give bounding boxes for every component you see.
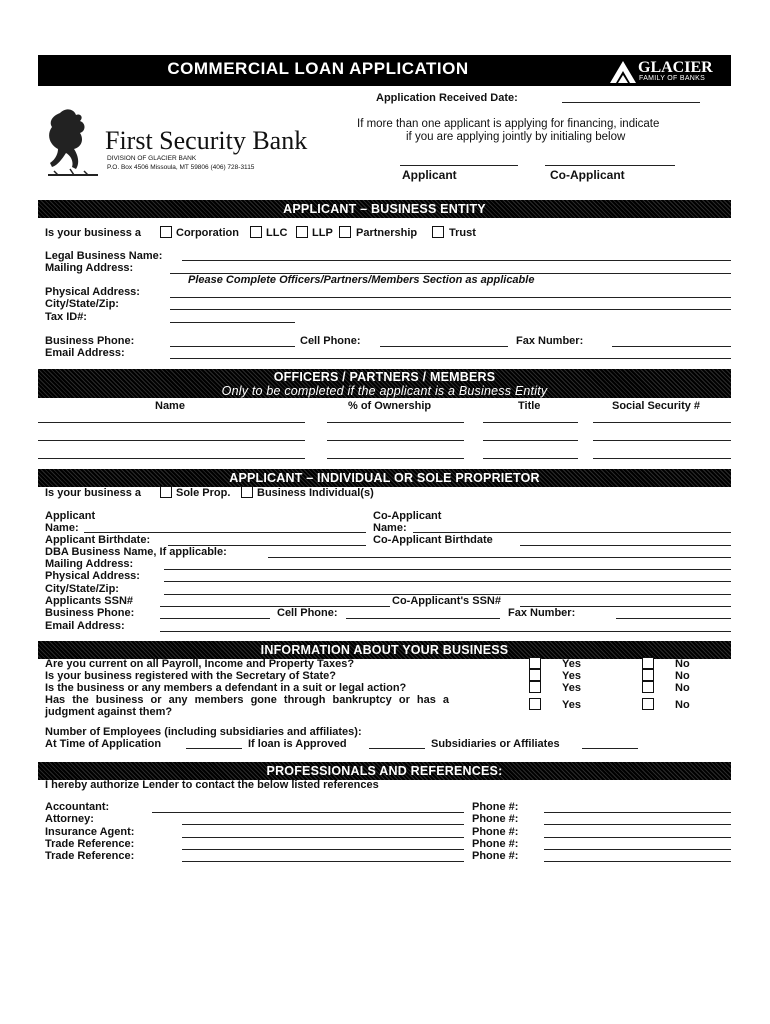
- no-label-taxes: No: [675, 658, 690, 670]
- option-business-individual: Business Individual(s): [257, 487, 374, 499]
- section-bar-references: [38, 762, 731, 780]
- entity-taxid-field[interactable]: [170, 322, 295, 323]
- applicant-initial-label: Applicant: [402, 168, 457, 182]
- coapp-ssn-label: Co-Applicant's SSN#: [392, 595, 501, 607]
- option-llc: LLC: [266, 227, 288, 239]
- individual-email-label: Email Address:: [45, 620, 125, 632]
- option-sole-prop: Sole Prop.: [176, 487, 231, 499]
- section-heading-references: PROFESSIONALS AND REFERENCES:: [266, 764, 503, 778]
- entity-fax-label: Fax Number:: [516, 335, 584, 347]
- question-taxes: Are you current on all Payroll, Income and Property Taxes?: [45, 658, 355, 670]
- section-heading-individual: APPLICANT – INDIVIDUAL OR SOLE PROPRIETOR: [229, 471, 540, 485]
- option-trust: Trust: [449, 227, 476, 239]
- reference-field-attorney[interactable]: [182, 824, 464, 825]
- officer-field[interactable]: [483, 458, 578, 459]
- officer-field[interactable]: [327, 422, 464, 423]
- no-checkbox-taxes[interactable]: [642, 657, 654, 669]
- individual-fax-field[interactable]: [616, 618, 731, 619]
- dba-field[interactable]: [268, 557, 731, 558]
- individual-cell-phone-label: Cell Phone:: [277, 607, 338, 619]
- individual-email-field[interactable]: [160, 631, 731, 632]
- glacier-logo-sub: FAMILY OF BANKS: [639, 75, 706, 82]
- individual-business-phone-label: Business Phone:: [45, 607, 135, 619]
- individual-cell-phone-field[interactable]: [346, 618, 500, 619]
- officers-col-title: Title: [518, 400, 541, 412]
- phone-field-trade-1[interactable]: [544, 849, 731, 850]
- checkbox-llc[interactable]: [250, 226, 262, 238]
- legal-name-label: Legal Business Name:: [45, 250, 163, 262]
- jointly-note-2: if you are applying jointly by initialing below: [406, 131, 626, 143]
- reference-label-trade-1: Trade Reference:: [45, 838, 135, 850]
- officer-field[interactable]: [483, 422, 578, 423]
- no-label-bankruptcy: No: [675, 699, 690, 711]
- reference-field-accountant[interactable]: [152, 812, 464, 813]
- entity-fax-field[interactable]: [612, 346, 731, 347]
- no-label-registered: No: [675, 670, 690, 682]
- question-judgment: judgment against them?: [45, 706, 173, 718]
- form-title: COMMERCIAL LOAN APPLICATION: [167, 59, 469, 78]
- individual-mailing-field[interactable]: [164, 569, 731, 570]
- entity-physical-label: Physical Address:: [45, 286, 140, 298]
- phone-label-trade-2: Phone #:: [472, 850, 519, 862]
- checkbox-business-individual[interactable]: [241, 486, 253, 498]
- applicant-birthdate-label: Applicant Birthdate:: [45, 534, 151, 546]
- entity-physical-field[interactable]: [170, 297, 731, 298]
- section-heading-officers: OFFICERS / PARTNERS / MEMBERS: [273, 370, 496, 384]
- entity-city-field[interactable]: [170, 309, 731, 310]
- option-llp: LLP: [312, 227, 333, 239]
- reference-label-trade-2: Trade Reference:: [45, 850, 135, 862]
- individual-fax-label: Fax Number:: [508, 607, 576, 619]
- phone-label-trade-1: Phone #:: [472, 838, 519, 850]
- officer-field[interactable]: [593, 422, 731, 423]
- option-partnership: Partnership: [356, 227, 418, 239]
- phone-label-insurance: Phone #:: [472, 826, 519, 838]
- coapp-name-field[interactable]: [413, 532, 731, 533]
- entity-email-field[interactable]: [170, 358, 731, 359]
- question-lawsuit: Is the business or any members a defendant in a suit or legal action?: [45, 682, 407, 694]
- received-date-label: Application Received Date:: [376, 92, 518, 104]
- coapplicant-initial-field[interactable]: [545, 165, 675, 166]
- officer-field[interactable]: [483, 440, 578, 441]
- entity-city-label: City/State/Zip:: [45, 298, 119, 310]
- glacier-logo: [606, 57, 728, 84]
- employees-at-time-field[interactable]: [186, 748, 242, 749]
- applicant-name-label-1: Applicant: [45, 510, 96, 522]
- officer-field[interactable]: [38, 458, 305, 459]
- section-bar-info: [38, 641, 731, 659]
- individual-business-phone-field[interactable]: [160, 618, 270, 619]
- employees-if-approved-field[interactable]: [369, 748, 425, 749]
- yes-checkbox-lawsuit[interactable]: [529, 681, 541, 693]
- officer-field[interactable]: [38, 440, 305, 441]
- yes-label-lawsuit: Yes: [562, 682, 581, 694]
- glacier-mountain-icon: [608, 57, 638, 84]
- officer-field[interactable]: [327, 440, 464, 441]
- employees-subsidiaries-label: Subsidiaries or Affiliates: [431, 738, 560, 750]
- received-date-field[interactable]: [562, 102, 700, 103]
- entity-business-phone-label: Business Phone:: [45, 335, 135, 347]
- entity-taxid-label: Tax ID#:: [45, 311, 87, 323]
- bank-name: First Security Bank: [105, 126, 308, 155]
- phone-field-attorney[interactable]: [544, 824, 731, 825]
- officer-field[interactable]: [38, 422, 305, 423]
- checkbox-partnership[interactable]: [339, 226, 351, 238]
- employees-subsidiaries-field[interactable]: [582, 748, 638, 749]
- phone-label-accountant: Phone #:: [472, 801, 519, 813]
- section-bar-officers: [38, 369, 731, 398]
- no-checkbox-bankruptcy[interactable]: [642, 698, 654, 710]
- coapp-name-label-1: Co-Applicant: [373, 510, 442, 522]
- employees-if-approved-label: If loan is Approved: [248, 738, 347, 750]
- individual-type-label: Is your business a: [45, 487, 141, 499]
- no-checkbox-lawsuit[interactable]: [642, 681, 654, 693]
- section-bar-individual: [38, 469, 731, 487]
- glacier-logo-text: GLACIER: [638, 59, 713, 76]
- applicant-ssn-field[interactable]: [160, 606, 390, 607]
- individual-city-label: City/State/Zip:: [45, 583, 119, 595]
- officers-subheading: Only to be completed if the applicant is a Business Entity: [221, 384, 548, 398]
- reference-field-trade-2[interactable]: [182, 861, 464, 862]
- section-heading-info: INFORMATION ABOUT YOUR BUSINESS: [260, 643, 509, 657]
- entity-business-phone-field[interactable]: [170, 346, 295, 347]
- dba-label: DBA Business Name, If applicable:: [45, 546, 227, 558]
- officer-field[interactable]: [593, 458, 731, 459]
- coapp-birthdate-field[interactable]: [520, 545, 731, 546]
- phone-field-accountant[interactable]: [544, 812, 731, 813]
- question-bankruptcy: Has the business or any members gone through bankruptcy or has a: [45, 694, 450, 706]
- applicant-name-field[interactable]: [84, 532, 366, 533]
- phone-field-insurance[interactable]: [544, 837, 731, 838]
- entity-mailing-label: Mailing Address:: [45, 262, 134, 274]
- coapplicant-initial-label: Co-Applicant: [550, 168, 625, 182]
- coapp-name-label-2: Name:: [373, 522, 407, 534]
- yes-label-bankruptcy: Yes: [562, 699, 581, 711]
- reference-label-attorney: Attorney:: [45, 813, 94, 825]
- authorize-text: I hereby authorize Lender to contact the below listed references: [45, 779, 379, 791]
- reference-field-trade-1[interactable]: [182, 849, 464, 850]
- officers-col-ssn: Social Security #: [612, 400, 701, 412]
- individual-physical-label: Physical Address:: [45, 570, 140, 582]
- no-checkbox-registered[interactable]: [642, 669, 654, 681]
- yes-label-registered: Yes: [562, 670, 581, 682]
- yes-label-taxes: Yes: [562, 658, 581, 670]
- bank-division: DIVISION OF GLACIER BANK: [107, 155, 197, 162]
- bank-address: P.O. Box 4506 Missoula, MT 59806 (406) 728-3115: [107, 164, 255, 171]
- reference-label-accountant: Accountant:: [45, 801, 110, 813]
- officer-field[interactable]: [327, 458, 464, 459]
- yes-checkbox-bankruptcy[interactable]: [529, 698, 541, 710]
- section-bar-entity: [38, 200, 731, 218]
- yes-checkbox-taxes[interactable]: [529, 657, 541, 669]
- title-bar: [38, 55, 731, 86]
- question-registered: Is your business registered with the Secretary of State?: [45, 670, 336, 682]
- jointly-note-1: If more than one applicant is applying for financing, indicate: [357, 118, 660, 130]
- checkbox-sole-prop[interactable]: [160, 486, 172, 498]
- yes-checkbox-registered[interactable]: [529, 669, 541, 681]
- entity-email-label: Email Address:: [45, 347, 125, 359]
- checkbox-trust[interactable]: [432, 226, 444, 238]
- employees-at-time-label: At Time of Application: [45, 738, 162, 750]
- individual-mailing-label: Mailing Address:: [45, 558, 134, 570]
- entity-cell-phone-field[interactable]: [380, 346, 508, 347]
- coapp-birthdate-label: Co-Applicant Birthdate: [373, 534, 493, 546]
- officer-field[interactable]: [593, 440, 731, 441]
- reference-label-insurance: Insurance Agent:: [45, 826, 135, 838]
- employees-label: Number of Employees (including subsidiaries and affiliates):: [45, 726, 362, 738]
- applicant-ssn-label: Applicants SSN#: [45, 595, 134, 607]
- reference-field-insurance[interactable]: [182, 837, 464, 838]
- checkbox-llp[interactable]: [296, 226, 308, 238]
- no-label-lawsuit: No: [675, 682, 690, 694]
- applicant-initial-field[interactable]: [400, 165, 518, 166]
- entity-cell-phone-label: Cell Phone:: [300, 335, 361, 347]
- officers-note: Please Complete Officers/Partners/Members Section as applicable: [188, 274, 535, 286]
- checkbox-corporation[interactable]: [160, 226, 172, 238]
- horse-logo-icon: [40, 105, 104, 181]
- individual-physical-field[interactable]: [164, 581, 731, 582]
- officers-col-name: Name: [155, 400, 185, 412]
- option-corporation: Corporation: [176, 227, 239, 239]
- applicant-name-label-2: Name:: [45, 522, 79, 534]
- entity-type-label: Is your business a: [45, 227, 141, 239]
- phone-field-trade-2[interactable]: [544, 861, 731, 862]
- officers-col-ownership: % of Ownership: [348, 400, 432, 412]
- legal-name-field[interactable]: [182, 260, 731, 261]
- section-heading-entity: APPLICANT – BUSINESS ENTITY: [283, 202, 486, 216]
- phone-label-attorney: Phone #:: [472, 813, 519, 825]
